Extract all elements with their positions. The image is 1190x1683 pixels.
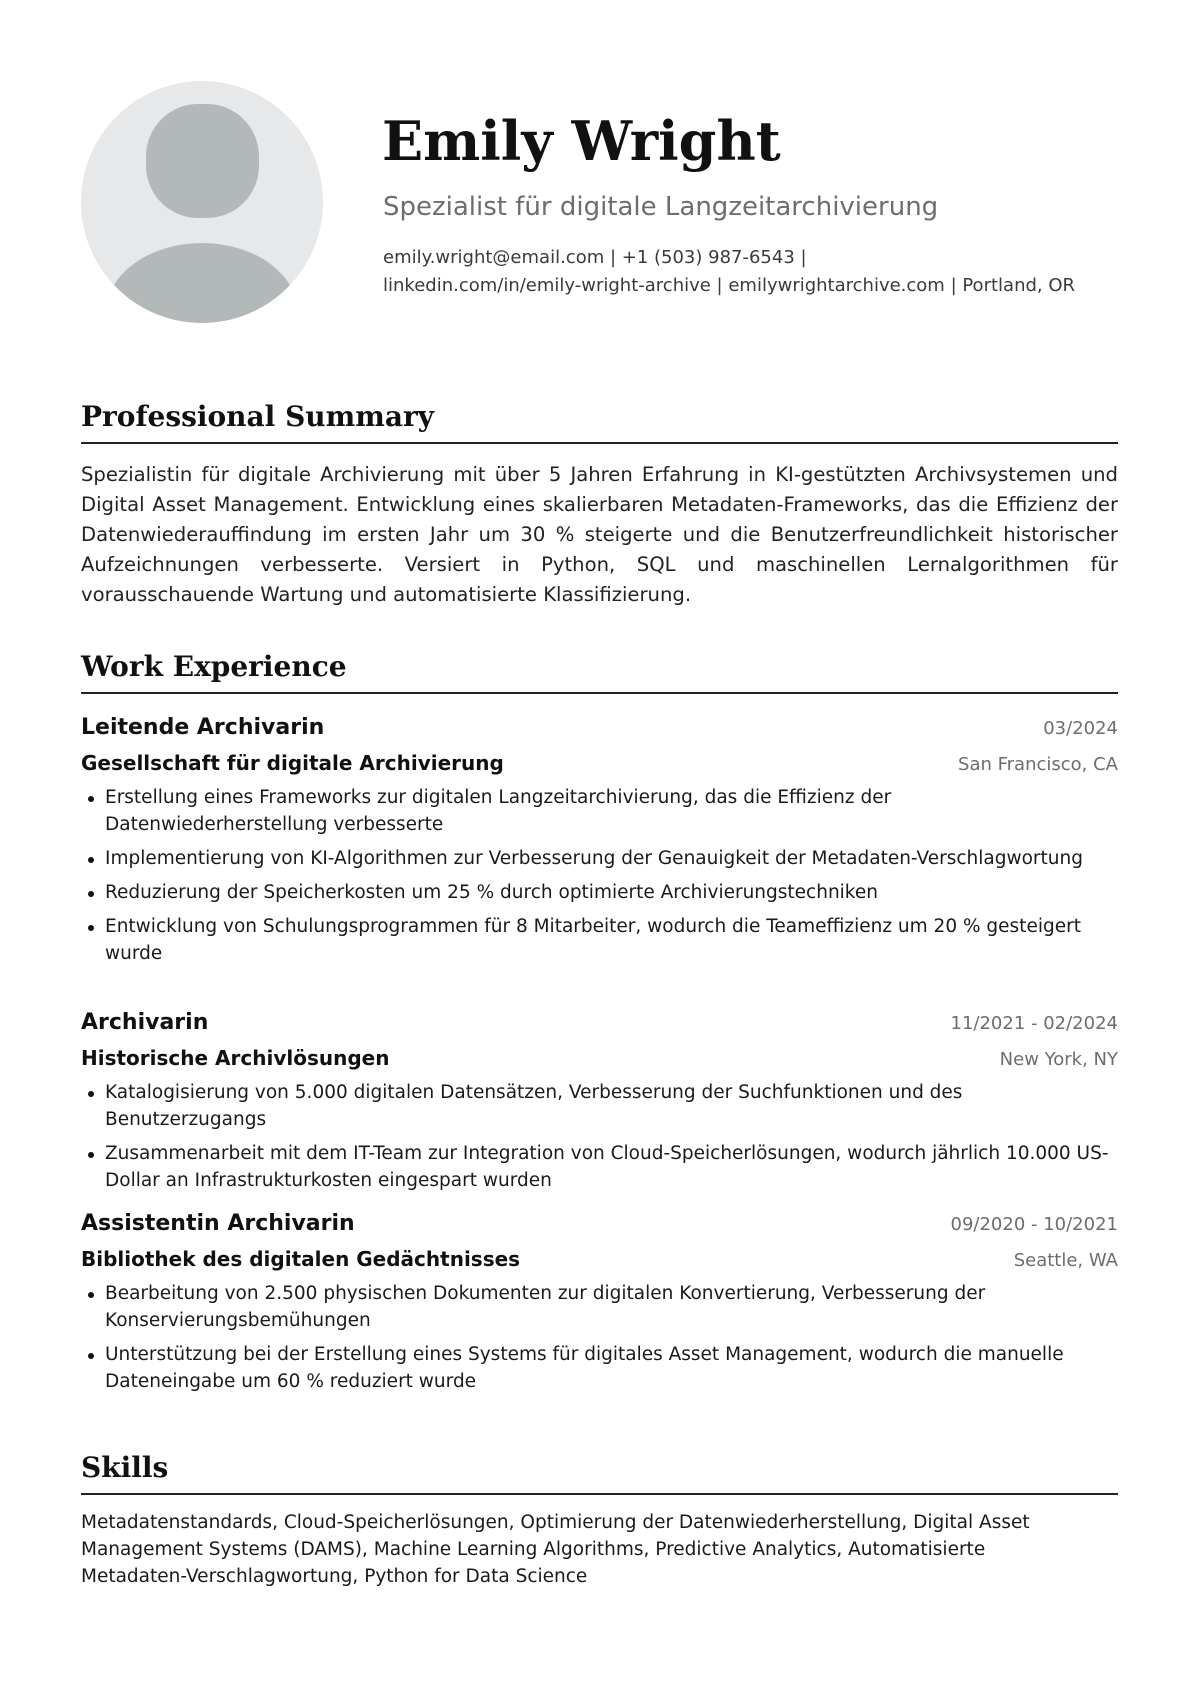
summary-text: Spezialistin für digitale Archivierung mit über 5 Jahren Erfahrung in KI-gestützten Archivsystemen und Digital Asset Management. Entwicklung eines skalierbaren Metadaten-Frameworks, das die Effizienz der Datenwiederauffindung im ersten Jahr um 30 % steigerte und die Benutzerfreundlichkeit historischer Aufzeichnungen verbesserte. Versiert in Python, SQL und maschinellen Lernalgorithmen für vorausschauende Wartung und automatisierte Klassifizierung. xyxy=(81,463,1118,606)
job-entry xyxy=(81,1207,1118,1402)
contact-line-1: emily.wright@email.com | +1 (503) 987-6543 | xyxy=(383,247,807,268)
job-date: 11/2021 - 02/2024 xyxy=(950,1013,1118,1034)
list-item: Erstellung eines Frameworks zur digitalen Langzeitarchivierung, das die Effizienz der Datenwiederherstellung verbesserte xyxy=(81,784,1118,838)
job-bullets xyxy=(81,784,1118,967)
list-item: Entwicklung von Schulungsprogrammen für 8 Mitarbeiter, wodurch die Teameffizienz um 20 % gesteigert wurde xyxy=(81,913,1118,967)
job-location: Seattle, WA xyxy=(1013,1250,1118,1271)
list-item: Reduzierung der Speicherkosten um 25 % durch optimierte Archivierungstechniken xyxy=(81,879,1118,906)
skills-heading: Skills xyxy=(81,1449,1118,1495)
avatar xyxy=(81,81,323,323)
job-location: New York, NY xyxy=(999,1049,1118,1070)
job-entry xyxy=(81,711,1118,974)
job-role: Assistentin Archivarin xyxy=(81,1211,355,1236)
list-item: Bearbeitung von 2.500 physischen Dokumenten zur digitalen Konvertierung, Verbesserung der Konservierungsbemühungen xyxy=(81,1280,1118,1334)
job-company: Bibliothek des digitalen Gedächtnisses xyxy=(81,1247,521,1271)
summary-heading: Professional Summary xyxy=(81,398,1118,444)
job-company: Gesellschaft für digitale Archivierung xyxy=(81,751,504,775)
skills-section xyxy=(81,1449,1118,1590)
summary-section xyxy=(81,398,1118,610)
list-item: Zusammenarbeit mit dem IT-Team zur Integration von Cloud-Speicherlösungen, wodurch jährlich 10.000 US-Dollar an Infrastrukturkosten eingespart wurden xyxy=(81,1140,1118,1194)
candidate-title: Spezialist für digitale Langzeitarchivierung xyxy=(383,192,939,222)
experience-section xyxy=(81,648,1118,694)
job-location: San Francisco, CA xyxy=(958,754,1118,775)
experience-heading: Work Experience xyxy=(81,648,1118,694)
skills-text: Metadatenstandards, Cloud-Speicherlösungen, Optimierung der Datenwiederherstellung, Digital Asset Management Systems (DAMS), Machine Learning Algorithms, Predictive Analytics, Automatisierte Metadaten-Verschlagwortung, Python for Data Science xyxy=(81,1512,1030,1587)
job-bullets xyxy=(81,1280,1118,1395)
job-entry xyxy=(81,1006,1118,1201)
contact-info xyxy=(383,244,1133,300)
candidate-name: Emily Wright xyxy=(382,109,781,173)
job-role: Archivarin xyxy=(81,1010,209,1035)
list-item: Katalogisierung von 5.000 digitalen Datensätzen, Verbesserung der Suchfunktionen und des Benutzerzugangs xyxy=(81,1079,1118,1133)
job-date: 03/2024 xyxy=(1043,718,1118,739)
list-item: Unterstützung bei der Erstellung eines Systems für digitales Asset Management, wodurch die manuelle Dateneingabe um 60 % reduziert wurde xyxy=(81,1341,1118,1395)
user-silhouette-body xyxy=(106,243,298,323)
job-bullets xyxy=(81,1079,1118,1194)
user-silhouette-icon xyxy=(146,104,259,218)
job-role: Leitende Archivarin xyxy=(81,715,325,740)
job-date: 09/2020 - 10/2021 xyxy=(950,1214,1118,1235)
contact-line-2: linkedin.com/in/emily-wright-archive | emilywrightarchive.com | Portland, OR xyxy=(383,275,1076,296)
list-item: Implementierung von KI-Algorithmen zur Verbesserung der Genauigkeit der Metadaten-Verschlagwortung xyxy=(81,845,1118,872)
job-company: Historische Archivlösungen xyxy=(81,1046,390,1070)
